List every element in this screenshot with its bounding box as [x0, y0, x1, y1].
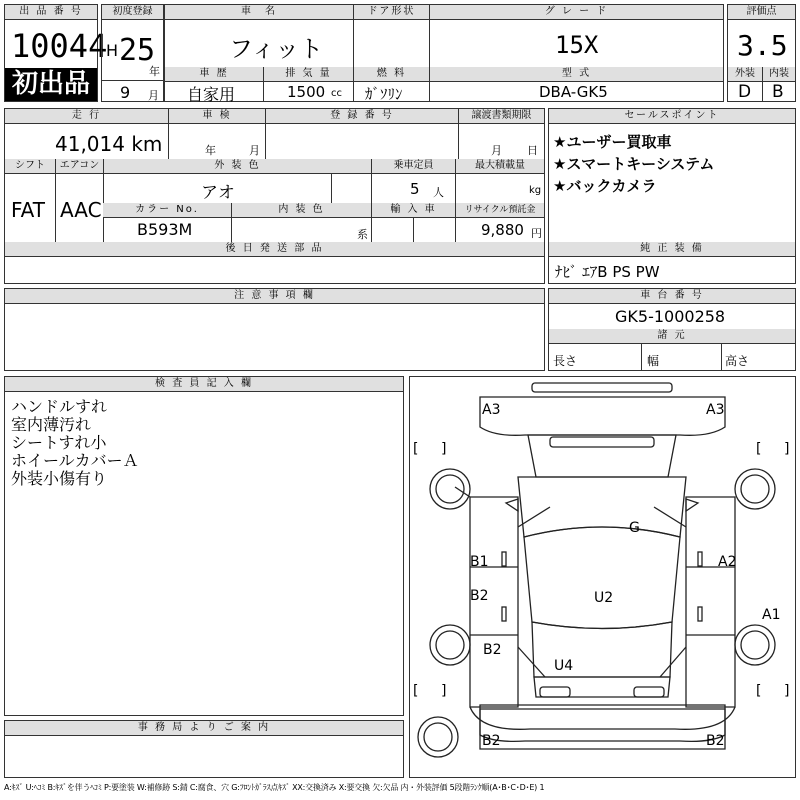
month-text: 9 — [120, 83, 131, 102]
score-text: 3.5 — [737, 29, 788, 62]
inspector-line: 外装小傷有り — [11, 469, 108, 488]
disp-unit: cc — [331, 88, 342, 99]
ac-text: AAC — [60, 198, 102, 222]
registration-box — [101, 4, 164, 102]
intcolor-label: 内 装 色 — [231, 203, 371, 218]
lot-box — [4, 4, 108, 102]
ac-label: エアコン — [55, 159, 103, 174]
equipment-label: 純 正 装 備 — [549, 242, 795, 257]
score-box — [727, 4, 796, 102]
sales-point: ★バックカメラ — [553, 177, 657, 195]
int-grade-label: 内装 — [762, 67, 795, 82]
inspector-line: ホイールカバーＡ — [11, 451, 139, 470]
bracket: ] — [784, 683, 790, 699]
width-label: 幅 — [647, 354, 660, 368]
dims-label: 諸 元 — [549, 329, 795, 344]
transfer-month: 月 — [491, 144, 502, 157]
bottom-bumper-outline — [480, 705, 725, 749]
seats-text: 5 — [410, 180, 420, 198]
sales-points-box — [548, 108, 796, 284]
mark-right-rear: A1 — [762, 607, 781, 623]
inspector-line: ハンドルすれ — [11, 397, 108, 416]
mark-right-front-door: A2 — [718, 554, 737, 570]
transfer-day: 日 — [527, 144, 538, 157]
disp-text: 1500 — [287, 83, 326, 101]
regno-label: 登 録 番 号 — [265, 109, 458, 124]
int-grade-text: B — [772, 82, 784, 102]
equipment-text: ﾅﾋﾞ ｴｱB PS PW — [555, 263, 660, 281]
caution-box — [4, 288, 545, 371]
office-label: 事 務 局 よ り ご 案 内 — [5, 721, 403, 736]
seats-unit: 人 — [433, 186, 444, 199]
ext-grade-label: 外装 — [728, 67, 762, 82]
bracket: [ — [413, 683, 419, 699]
roof — [524, 527, 680, 629]
fuel-text: ｶﾞｿﾘﾝ — [365, 85, 403, 103]
right-side-body — [686, 497, 735, 707]
front-bumper-strip — [532, 383, 672, 392]
car-diagram — [409, 376, 796, 778]
transfer-label: 譲渡書類期限 — [458, 109, 544, 124]
bracket: [ — [756, 683, 762, 699]
sales-points-label: セールスポイント — [549, 109, 795, 124]
inspector-label: 検 査 員 記 入 欄 — [5, 377, 403, 392]
first-listing-badge: 初出品 — [5, 68, 97, 101]
year-unit: 年 — [149, 65, 160, 78]
mark-roof: U2 — [594, 590, 614, 606]
later-parts-label: 後 日 発 送 部 品 — [5, 242, 544, 257]
length-label: 長さ — [553, 354, 578, 368]
mark-rear-glass: U4 — [554, 658, 574, 674]
bracket: [ — [413, 441, 419, 457]
shift-label: シフト — [5, 159, 55, 174]
lot-number: 10044 — [11, 27, 108, 65]
colorno-label: カラー No. — [103, 203, 231, 218]
load-unit: kg — [529, 185, 542, 196]
carname-label: 車 名 — [165, 5, 353, 20]
history-label: 車 歴 — [165, 67, 263, 82]
bracket: [ — [756, 441, 762, 457]
era-text: H — [106, 41, 119, 60]
lot-label: 出 品 番 号 — [5, 5, 97, 20]
recycle-text: 9,880 — [481, 221, 524, 239]
intcolor-unit: 系 — [357, 228, 368, 241]
model-label: 型 式 — [429, 67, 723, 82]
grade-label: グ レ ー ド — [429, 5, 723, 20]
registration-label: 初度登録 — [102, 5, 163, 20]
ext-grade-text: D — [738, 82, 752, 102]
load-label: 最大積載量 — [455, 159, 544, 174]
color-label: 外 装 色 — [103, 159, 371, 174]
mark-rear-bumper-left: B2 — [482, 733, 501, 749]
chassis-number: GK5-1000258 — [615, 307, 726, 326]
height-label: 高さ — [725, 354, 750, 368]
carname-text: フィット — [229, 35, 324, 63]
mark-hood: G — [629, 520, 640, 536]
bracket: ] — [784, 441, 790, 457]
score-label: 評価点 — [728, 5, 795, 20]
hood-vent — [550, 437, 654, 447]
car-diagram-svg — [410, 377, 795, 777]
inspection-label: 車 検 — [168, 109, 265, 124]
mark-left-front-door: B1 — [470, 554, 489, 570]
inspector-line: 室内薄汚れ — [11, 415, 92, 434]
bracket: ] — [441, 683, 447, 699]
front-bumper — [480, 397, 725, 435]
details-box — [4, 108, 545, 284]
inspector-line: シートすれ小 — [11, 433, 107, 452]
vehicle-info-box — [164, 4, 724, 102]
year-text: 25 — [119, 33, 156, 68]
office-box — [4, 720, 404, 778]
door-label: ドア形状 — [353, 5, 429, 20]
sales-point: ★ユーザー買取車 — [553, 133, 672, 151]
colorno-text: B593M — [137, 220, 193, 239]
seats-label: 乗車定員 — [371, 159, 455, 174]
fuel-label: 燃 料 — [353, 67, 429, 82]
sales-point: ★スマートキーシステム — [553, 155, 715, 173]
chassis-label: 車 台 番 号 — [549, 289, 795, 304]
model-text: DBA-GK5 — [539, 83, 608, 101]
windshield — [518, 477, 686, 537]
grade-text: 15X — [555, 31, 599, 59]
inspection-year: 年 — [205, 144, 216, 157]
recycle-label: リサイクル預託金 — [455, 203, 544, 218]
disp-label: 排 気 量 — [263, 67, 353, 82]
rear-bumper-lower — [480, 709, 725, 741]
mileage-label: 走 行 — [5, 109, 168, 124]
mark-rear-bumper-right: B2 — [706, 733, 725, 749]
inspector-box — [4, 376, 404, 716]
mark-left-rear-door: B2 — [470, 588, 489, 604]
color-text: アオ — [201, 183, 235, 203]
mileage-text: 41,014 km — [55, 132, 163, 156]
rear-glass — [532, 622, 672, 677]
import-label: 輸 入 車 — [371, 203, 455, 218]
shift-text: FAT — [11, 198, 46, 222]
mark-left-rear: B2 — [483, 642, 502, 658]
chassis-box — [548, 288, 796, 371]
recycle-unit: 円 — [531, 227, 542, 240]
mark-front-left: A3 — [482, 402, 501, 418]
mark-front-right: A3 — [706, 402, 725, 418]
bracket: ] — [441, 441, 447, 457]
rear-light-right — [634, 687, 664, 697]
caution-label: 注 意 事 項 欄 — [5, 289, 544, 304]
rear-light-left — [540, 687, 570, 697]
month-unit: 月 — [148, 89, 159, 102]
legend-text: A:ｷｽﾞ U:ﾍｺﾐ B:ｷｽﾞを伴うﾍｺﾐ P:要塗装 W:補修跡 S:錆 C:腐食、穴 G:ﾌﾛﾝﾄｶﾞﾗｽ点ｷｽﾞ XX:交換済み X:要交換 欠:欠品 内・外装評価 5段階ﾗﾝｸ順(A･B･C･D･E) 1 — [4, 783, 545, 792]
inspection-month: 月 — [249, 144, 260, 157]
rear-bumper — [470, 707, 735, 729]
history-text: 自家用 — [187, 85, 236, 104]
